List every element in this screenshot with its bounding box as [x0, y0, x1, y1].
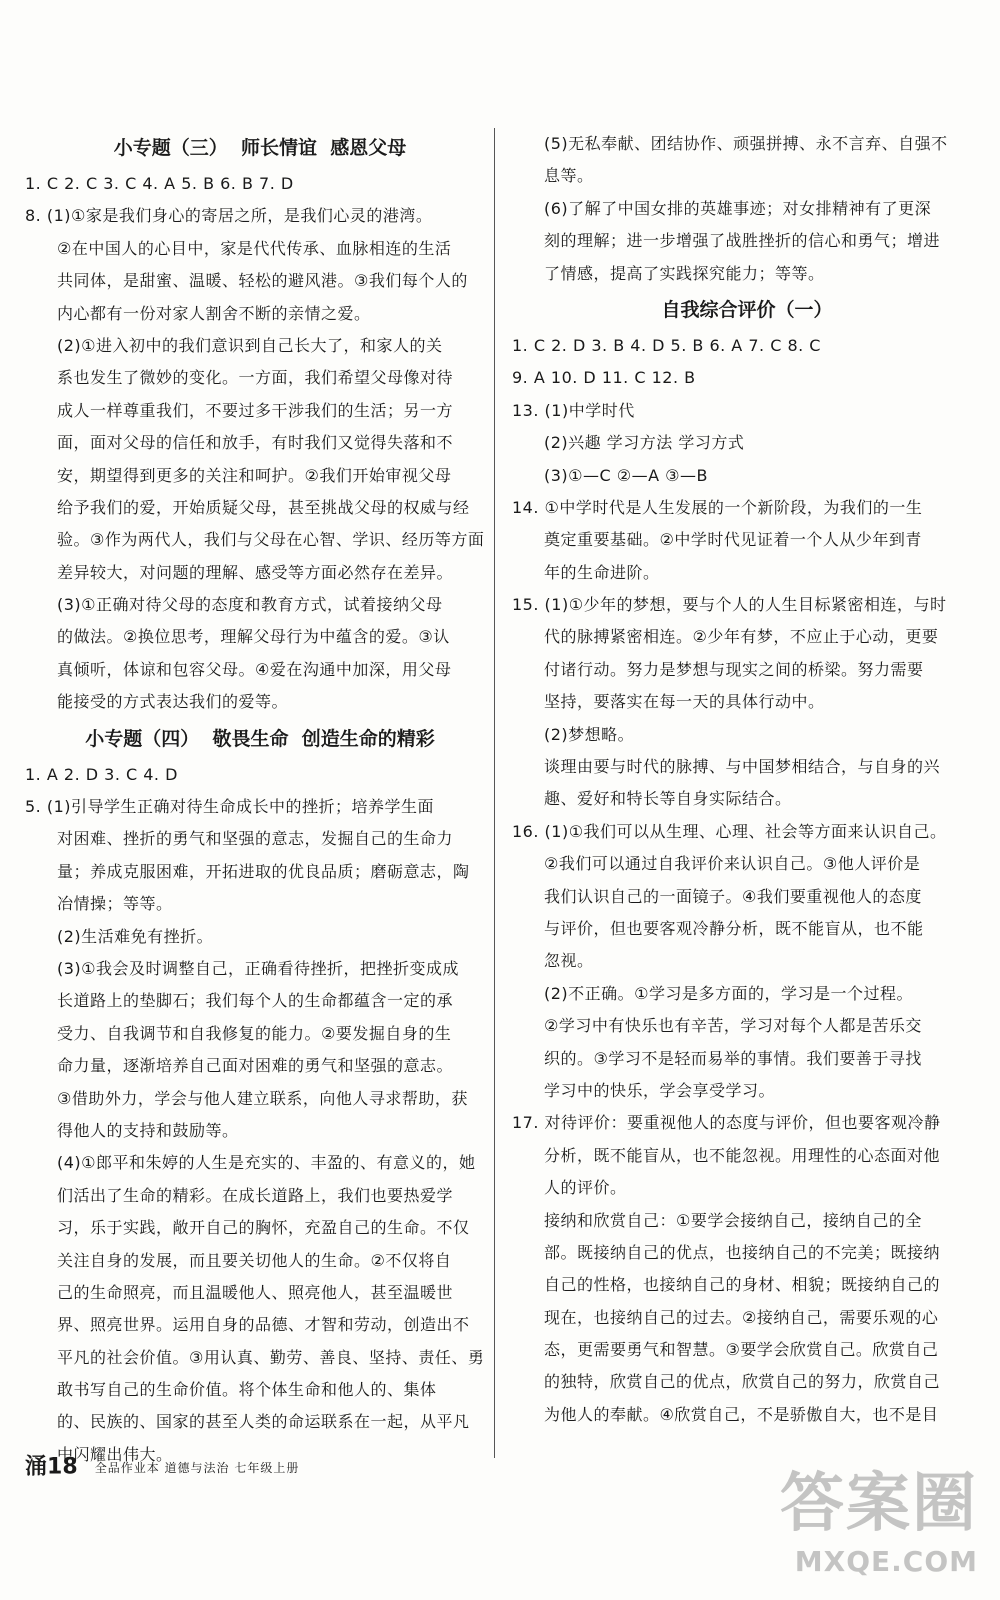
answer-line: 谈理由要与时代的脉搏、与中国梦相结合，与自身的兴 — [544, 757, 941, 777]
page-footer — [25, 1452, 299, 1482]
answer-line: ②在中国人的心目中，家是代代传承、血脉相连的生活 — [57, 238, 452, 258]
answer-line: 内心都有一份对家人割舍不断的亲情之爱。 — [57, 303, 371, 323]
answer-line: 界、照亮世界。运用自身的品德、才智和劳动，创造出不 — [57, 1315, 470, 1335]
answer-line: 中闪耀出伟大。 — [57, 1444, 173, 1464]
answer-line: 受力、自我调节和自我修复的能力。②要发掘自身的生 — [57, 1023, 452, 1043]
answer-line: 9. A 10. D 11. C 12. B — [512, 368, 696, 388]
column-divider — [494, 128, 495, 1458]
answer-line: 得他人的支持和鼓励等。 — [57, 1120, 239, 1140]
answer-line: 13. (1)中学时代 — [512, 400, 635, 420]
answer-line: 命力量，逐渐培养自己面对困难的勇气和坚强的意志。 — [57, 1056, 454, 1076]
answer-line: 1. C 2. D 3. B 4. D 5. B 6. A 7. C 8. C — [512, 335, 821, 355]
answer-line: 我们认识自己的一面镜子。④我们要重视他人的态度 — [544, 886, 922, 906]
section-heading: 小专题（四） 敬畏生命 创造生命的精彩 — [85, 727, 435, 750]
answer-line: 的独特，欣赏自己的优点，欣赏自己的努力，欣赏自己 — [544, 1372, 941, 1392]
answer-line: (2)不正确。①学习是多方面的，学习是一个过程。 — [544, 983, 914, 1003]
answer-line: 自己的性格，也接纳自己的身材、相貌；既接纳自己的 — [544, 1275, 941, 1295]
answer-line: 长道路上的垫脚石；我们每个人的生命都蕴含一定的承 — [57, 991, 454, 1011]
answer-line: (3)①—C ②—A ③—B — [544, 465, 708, 485]
answer-line: ②学习中有快乐也有辛苦，学习对每个人都是苦乐交 — [544, 1016, 922, 1036]
watermark-url: MXQE.COM — [794, 1545, 978, 1578]
answer-line: 敢书写自己的生命价值。将个体生命和他人的、集体 — [57, 1380, 437, 1400]
answer-line: 16. (1)①我们可以从生理、心理、社会等方面来认识自己。 — [512, 821, 947, 841]
answer-line: 己的生命照亮，而且温暖他人、照亮他人，甚至温暖世 — [57, 1282, 454, 1302]
section-heading: 小专题（三） 师长情谊 感恩父母 — [113, 137, 407, 159]
answer-line: 现在，也接纳自己的过去。②接纳自己，需要乐观的心 — [544, 1307, 939, 1327]
left-column — [25, 128, 495, 1471]
answer-line: 忽视。 — [544, 951, 594, 971]
answer-line: ③借助外力，学会与他人建立联系，向他人寻求帮助，获 — [57, 1088, 468, 1108]
answer-line: 年的生命进阶。 — [544, 562, 660, 582]
answer-line: (4)①郎平和朱婷的人生是充实的、丰盈的、有意义的，她 — [57, 1153, 476, 1173]
answer-line: 给予我们的爱，开始质疑父母，甚至挑战父母的权威与经 — [57, 497, 470, 517]
watermark-logo — [748, 1438, 978, 1578]
watermark-text: 答案圈 — [780, 1467, 978, 1541]
answer-line: 的做法。②换位思考，理解父母行为中蕴含的爱。③认 — [57, 627, 450, 647]
answer-line: 息等。 — [544, 166, 594, 186]
answer-line: 成人一样尊重我们，不要过多干涉我们的生活；另一方 — [57, 400, 454, 420]
answer-line: (2)兴趣 学习方法 学习方式 — [544, 433, 745, 453]
answer-line: 验。③作为两代人，我们与父母在心智、学识、经历等方面 — [57, 530, 485, 550]
answer-line: (2)生活难免有挫折。 — [57, 926, 214, 946]
answer-line: (2)①进入初中的我们意识到自己长大了，和家人的关 — [57, 335, 443, 355]
section-heading: 自我综合评价（一） — [661, 298, 833, 321]
answer-line: 坚持，要落实在每一天的具体行动中。 — [544, 692, 825, 712]
answer-line: (3)①我会及时调整自己，正确看待挫折，把挫折变成成 — [57, 958, 460, 978]
answer-line: 态，更需要勇气和智慧。③要学会欣赏自己。欣赏自己 — [544, 1340, 939, 1360]
answer-line: 学习中的快乐，学会享受学习。 — [544, 1080, 776, 1100]
answer-line: 接纳和欣赏自己：①要学会接纳自己，接纳自己的全 — [544, 1210, 922, 1230]
answer-line: ②我们可以通过自我评价来认识自己。③他人评价是 — [544, 854, 921, 874]
answer-line: (3)①正确对待父母的态度和教育方式，试着接纳父母 — [57, 595, 443, 615]
answer-line: 共同体，是甜蜜、温暖、轻松的避风港。③我们每个人的 — [57, 271, 468, 291]
answer-line: 了情感，提高了实践探究能力；等等。 — [544, 263, 825, 283]
answer-line: 部。既接纳自己的优点，也接纳自己的不完美；既接纳 — [544, 1242, 941, 1262]
answer-line: 代的脉搏紧密相连。②少年有梦，不应止于心动，更要 — [544, 627, 939, 647]
answer-line: 安，期望得到更多的关注和呵护。②我们开始审视父母 — [57, 465, 452, 485]
answer-line: 面，面对父母的信任和放手，有时我们又觉得失落和不 — [57, 433, 454, 453]
answer-line: 差异较大，对问题的理解、感受等方面必然存在差异。 — [57, 562, 454, 582]
answer-line: 平凡的社会价值。③用认真、勤劳、善良、坚持、责任、勇 — [57, 1347, 485, 1367]
right-column — [512, 128, 982, 1431]
answer-line: 1. A 2. D 3. C 4. D — [25, 764, 178, 784]
answer-line: 系也发生了微妙的变化。一方面，我们希望父母像对待 — [57, 368, 454, 388]
answer-line: 冶情操；等等。 — [57, 894, 173, 914]
answer-line: 奠定重要基础。②中学时代见证着一个人从少年到青 — [544, 530, 922, 550]
answer-line: 付诸行动。努力是梦想与现实之间的桥梁。努力需要 — [544, 659, 924, 679]
answer-line: 分析，既不能盲从，也不能忽视。用理性的心态面对他 — [544, 1145, 941, 1165]
answer-line: 能接受的方式表达我们的爱等。 — [57, 692, 289, 712]
answer-line: 与评价，但也要客观冷静分析，既不能盲从，也不能 — [544, 918, 924, 938]
answer-line: 习，乐于实践，敞开自己的胸怀，充盈自己的生命。不仅 — [57, 1218, 470, 1238]
answer-line: 关注自身的发展，而且要关切他人的生命。②不仅将自 — [57, 1250, 452, 1270]
answer-line: 量；养成克服困难，开拓进取的优良品质；磨砺意志，陶 — [57, 861, 470, 881]
answer-line: 1. C 2. C 3. C 4. A 5. B 6. B 7. D — [25, 174, 294, 193]
answer-line: (6)了解了中国女排的英雄事迹；对女排精神有了更深 — [544, 198, 932, 218]
answer-line: 的、民族的、国家的甚至人类的命运联系在一起，从平凡 — [57, 1412, 470, 1432]
answer-line: 人的评价。 — [544, 1178, 627, 1198]
page-number-prefix: 涌 — [25, 1454, 48, 1480]
page-number: 18 — [47, 1454, 78, 1480]
answer-line: (5)无私奉献、团结协作、顽强拼搏、永不言弃、自强不 — [544, 134, 948, 153]
answer-line: 14. ①中学时代是人生发展的一个新阶段，为我们的一生 — [512, 497, 923, 517]
answer-line: 8. (1)①家是我们身心的寄居之所，是我们心灵的港湾。 — [25, 206, 433, 226]
answer-line: 刻的理解；进一步增强了战胜挫折的信心和勇气；增进 — [544, 231, 941, 251]
answer-line: 为他人的奉献。④欣赏自己，不是骄傲自大，也不是目 — [544, 1404, 939, 1424]
answer-line: 们活出了生命的精彩。在成长道路上，我们也要热爱学 — [57, 1185, 454, 1205]
answer-line: (2)梦想略。 — [544, 724, 635, 744]
answer-line: 织的。③学习不是轻而易举的事情。我们要善于寻找 — [544, 1048, 922, 1068]
answer-line: 趣、爱好和特长等自身实际结合。 — [544, 789, 792, 809]
answer-line: 对困难、挫折的勇气和坚强的意志，发掘自己的生命力 — [57, 829, 454, 849]
answer-line: 15. (1)①少年的梦想，要与个人的人生目标紧密相连，与时 — [512, 595, 947, 615]
answer-line: 真倾听，体谅和包容父母。④爱在沟通中加深，用父母 — [57, 659, 452, 679]
book-title: 全品作业本 道德与法治 七年级上册 — [94, 1460, 300, 1475]
answer-line: 17. 对待评价：要重视他人的态度与评价，但也要客观冷静 — [512, 1113, 941, 1133]
answer-line: 5. (1)引导学生正确对待生命成长中的挫折；培养学生面 — [25, 797, 435, 817]
